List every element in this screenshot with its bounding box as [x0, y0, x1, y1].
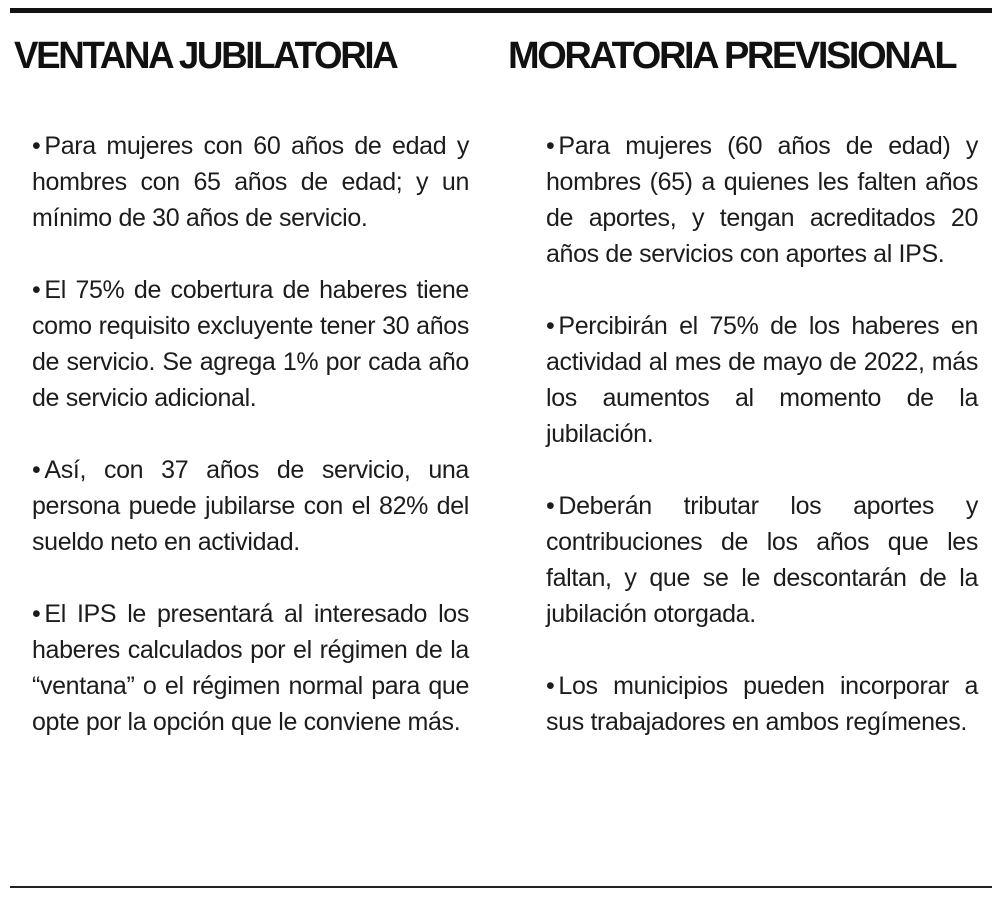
moratoria-previsional-list — [546, 128, 978, 776]
list-item — [546, 668, 978, 740]
bullet-icon: • — [32, 600, 41, 628]
list-item-text: El IPS le presentará al interesado los haberes calculados por el régimen de la “ventana” o el régimen normal para que opte por la opción que le conviene más. — [32, 600, 469, 736]
list-item — [32, 128, 469, 236]
list-item-text: El 75% de cobertura de haberes tiene como requisito excluyente tener 30 años de servicio. Se agrega 1% por cada año de servicio adicional. — [32, 276, 469, 412]
list-item-text: Deberán tributar los aportes y contribuciones de los años que les faltan, y que se le descontarán de la jubilación otorgada. — [546, 492, 978, 628]
bullet-icon: • — [546, 132, 555, 160]
list-item-text: Los municipios pueden incorporar a sus trabajadores en ambos regímenes. — [546, 672, 978, 736]
list-item-text: Así, con 37 años de servicio, una persona puede jubilarse con el 82% del sueldo neto en actividad. — [32, 456, 469, 556]
bullet-icon: • — [546, 312, 555, 340]
list-item — [546, 308, 978, 452]
list-item — [32, 272, 469, 416]
list-item — [546, 128, 978, 272]
bullet-icon: • — [32, 132, 41, 160]
moratoria-previsional-heading: MORATORIA PREVISIONAL — [508, 35, 956, 77]
list-item-text: Para mujeres (60 años de edad) y hombres (65) a quienes les falten años de aportes, y tengan acreditados 20 años de servicios con aportes al IPS. — [546, 132, 978, 268]
bullet-icon: • — [546, 672, 555, 700]
top-divider — [10, 8, 992, 13]
list-item-text: Para mujeres con 60 años de edad y hombres con 65 años de edad; y un mínimo de 30 años de servicio. — [32, 132, 469, 232]
bullet-icon: • — [546, 492, 555, 520]
list-item-text: Percibirán el 75% de los haberes en actividad al mes de mayo de 2022, más los aumentos al momento de la jubilación. — [546, 312, 978, 448]
bottom-divider — [10, 886, 992, 888]
bullet-icon: • — [32, 276, 41, 304]
ventana-jubilatoria-heading: VENTANA JUBILATORIA — [14, 35, 397, 77]
list-item — [546, 488, 978, 632]
bullet-icon: • — [32, 456, 41, 484]
list-item — [32, 452, 469, 560]
ventana-jubilatoria-list — [32, 128, 469, 776]
list-item — [32, 596, 469, 740]
